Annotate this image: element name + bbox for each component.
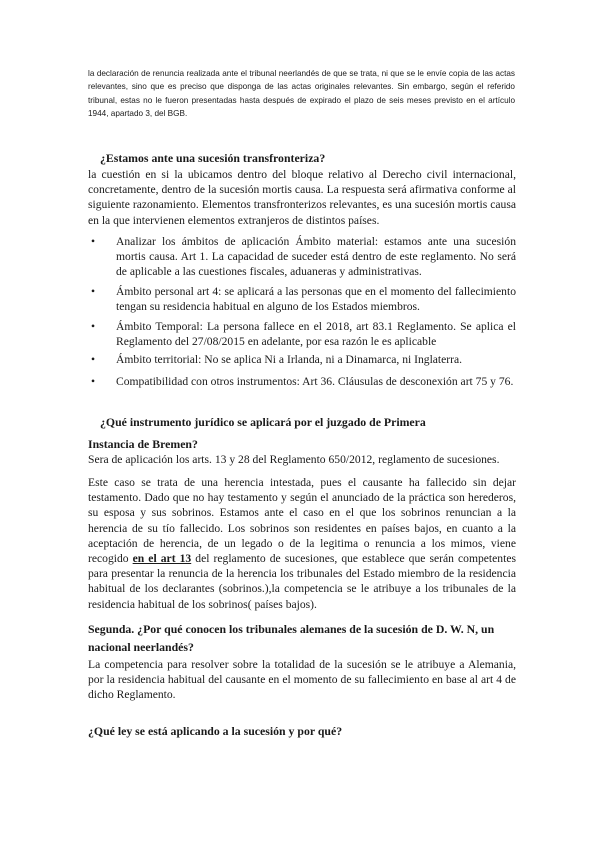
section1-heading: ¿Estamos ante una sucesión transfronteriza? xyxy=(100,151,326,165)
section2-body xyxy=(88,475,516,612)
section1-body: la cuestión en si la ubicamos dentro del bloque relativo al Derecho civil internacional, concretamente, dentro de la sucesión mortis causa. La respuesta será afirmativa conforme al siguiente razonamiento. Elementos transfronterizos relevantes, es una sucesión mortis causa en la que intervienen elementos extranjeros de distintos países. xyxy=(88,168,516,227)
section1-bullet-list xyxy=(88,234,516,389)
section4-heading: ¿Qué ley se está aplicando a la sucesión y por qué? xyxy=(88,724,343,738)
section3-heading: Segunda. ¿Por qué conocen los tribunales alemanes de la sucesión de D. W. N, un nacional neerlandés? xyxy=(88,622,495,654)
section2-body-text: Este caso se trata de una herencia intestada, pues el causante ha fallecido sin dejar testamento. Dado que no hay testamento y según el anunciado de la práctica son herederos, su esposa y sus sobrinos. Estamos ante el caso en el que los sobrinos renuncian a la herencia de su tío fallecido. Los sobrinos son residentes en países bajos, en cuanto a la aceptación de herencia, de un legado o de la legitima o renuncia a los mimos, viene recogido xyxy=(88,476,516,566)
section2-heading: ¿Qué instrumento jurídico se aplicará por el juzgado de Primera Instancia de Bremen? xyxy=(88,415,426,451)
bullet-item: • Ámbito personal art 4: se aplicará a las personas que en el momento del fallecimiento tengan su residencia habitual en alguno de los Estados miembros. xyxy=(88,284,516,314)
bullet-item: • Ámbito Temporal: La persona fallece en el 2018, art 83.1 Reglamento. Se aplica el Reglamento del 27/08/2015 en adelante, por esa razón le es aplicable xyxy=(88,319,516,349)
paragraph-top: la declaración de renuncia realizada ante el tribunal neerlandés de que se trata, ni que se le envíe copia de las actas relevantes, sino que es preciso que disponga de las actas originales relevantes. Sin embargo, según el referido tribunal, estas no le fueron presentadas hasta después de expirado el plazo de seis meses previsto en el artículo 1944, apartado 3, del BGB. xyxy=(88,69,515,118)
bullet-item: • Ámbito territorial: No se aplica Ni a Irlanda, ni a Dinamarca, ni Inglaterra. xyxy=(88,352,516,367)
section3-body: La competencia para resolver sobre la totalidad de la sucesión se le atribuye a Alemania, por la residencia habitual del causante en el momento de su fallecimiento en base al art 4 de dicho Reglamento. xyxy=(88,658,516,702)
article-13-reference: en el art 13 xyxy=(132,552,192,566)
section2-body-text-cont: del reglamento de sucesiones, que establece que serán competentes para presentar la renuncia de la herencia los tribunales del Estado miembro de la residencia habitual de los declarantes (sobrinos.),la competencia se le atribuye a los tribunales de la residencia habitual de los sobrinos( países bajos). xyxy=(88,552,516,611)
bullet-item: • Analizar los ámbitos de aplicación Ámbito material: estamos ante una sucesión mortis causa. Art 1. La capacidad de suceder está dentro de este reglamento. No será de aplicable a las cuestiones fiscales, aduaneras y administrativas. xyxy=(88,234,516,280)
bullet-item: • Compatibilidad con otros instrumentos: Art 36. Cláusulas de desconexión art 75 y 76. xyxy=(88,374,516,389)
section2-line: Sera de aplicación los arts. 13 y 28 del Reglamento 650/2012, reglamento de sucesiones. xyxy=(88,453,500,466)
